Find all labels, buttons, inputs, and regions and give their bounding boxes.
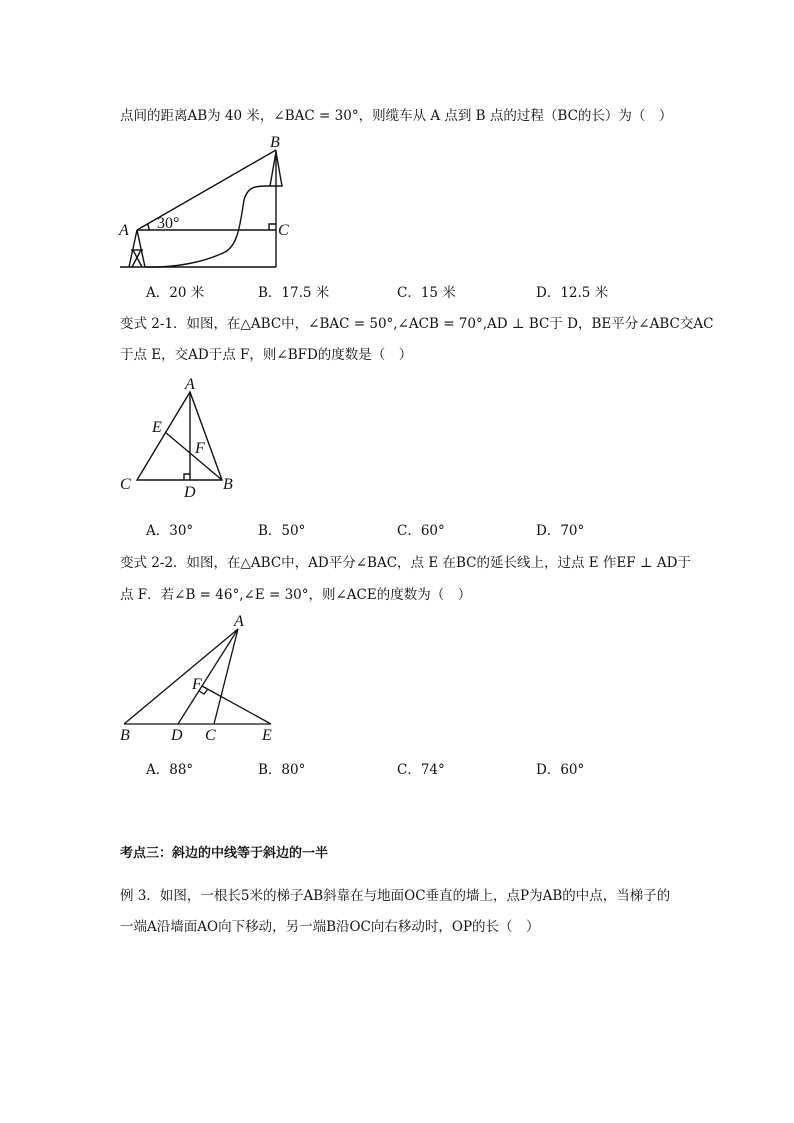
q3-label-C: C: [205, 727, 216, 744]
q1-option-b[interactable]: B．17.5 米: [258, 285, 330, 301]
q3-options: [120, 758, 680, 778]
q2-stem-line2: 于点 E，交AD于点 F，则∠BFD的度数是（ ）: [120, 347, 413, 363]
q1-option-d[interactable]: D．12.5 米: [536, 285, 609, 301]
q3-option-a[interactable]: A．88°: [146, 762, 194, 778]
q3-label-F: F: [192, 676, 202, 693]
q4-stem-line1: 例 3．如图，一根长5米的梯子AB斜靠在与地面OC垂直的墙上，点P为AB的中点，当梯子的: [120, 888, 671, 904]
q2-option-b[interactable]: B．50°: [258, 523, 306, 539]
q3-stem-line1: 变式 2-2．如图，在△ABC中，AD平分∠BAC，点 E 在BC的延长线上，过点 E 作EF ⊥ AD于: [120, 555, 691, 571]
q2-option-c[interactable]: C．60°: [397, 523, 445, 539]
q1-option-a[interactable]: A．20 米: [146, 285, 205, 301]
q3-label-B: B: [120, 727, 130, 744]
q1-angle-label: 30°: [157, 215, 180, 232]
q3-option-c[interactable]: C．74°: [397, 762, 445, 778]
q1-label-C: C: [278, 222, 289, 239]
q2-label-C: C: [120, 476, 131, 493]
q3-label-E: E: [262, 727, 272, 744]
q2-option-d[interactable]: D．70°: [536, 523, 585, 539]
q3-stem-line2: 点 F．若∠B = 46°,∠E = 30°，则∠ACE的度数为（ ）: [120, 587, 472, 603]
section-title: 考点三：斜边的中线等于斜边的一半: [120, 846, 329, 861]
q3-option-b[interactable]: B．80°: [258, 762, 306, 778]
q4-stem-line2: 一端A沿墙面AO向下移动，另一端B沿OC向右移动时，OP的长（ ）: [120, 919, 540, 935]
q2-label-F: F: [195, 440, 205, 457]
q2-label-E: E: [152, 419, 162, 436]
q1-label-A: A: [119, 222, 129, 239]
q1-label-B: B: [270, 134, 280, 151]
q2-label-B: B: [223, 476, 233, 493]
q3-option-d[interactable]: D．60°: [536, 762, 585, 778]
q1-stem: 点间的距离AB为 40 米，∠BAC = 30°，则缆车从 A 点到 B 点的过程（BC的长）为（ ）: [120, 108, 673, 124]
q3-label-A: A: [234, 613, 244, 630]
q2-stem-line1: 变式 2-1．如图，在△ABC中，∠BAC = 50°,∠ACB = 70°,AD ⊥ BC于 D，BE平分∠ABC交AC: [120, 316, 714, 332]
q1-option-c[interactable]: C．15 米: [397, 285, 456, 301]
q2-option-a[interactable]: A．30°: [146, 523, 194, 539]
q2-label-D: D: [184, 484, 196, 501]
q2-label-A: A: [185, 376, 195, 393]
q3-label-D: D: [171, 727, 183, 744]
